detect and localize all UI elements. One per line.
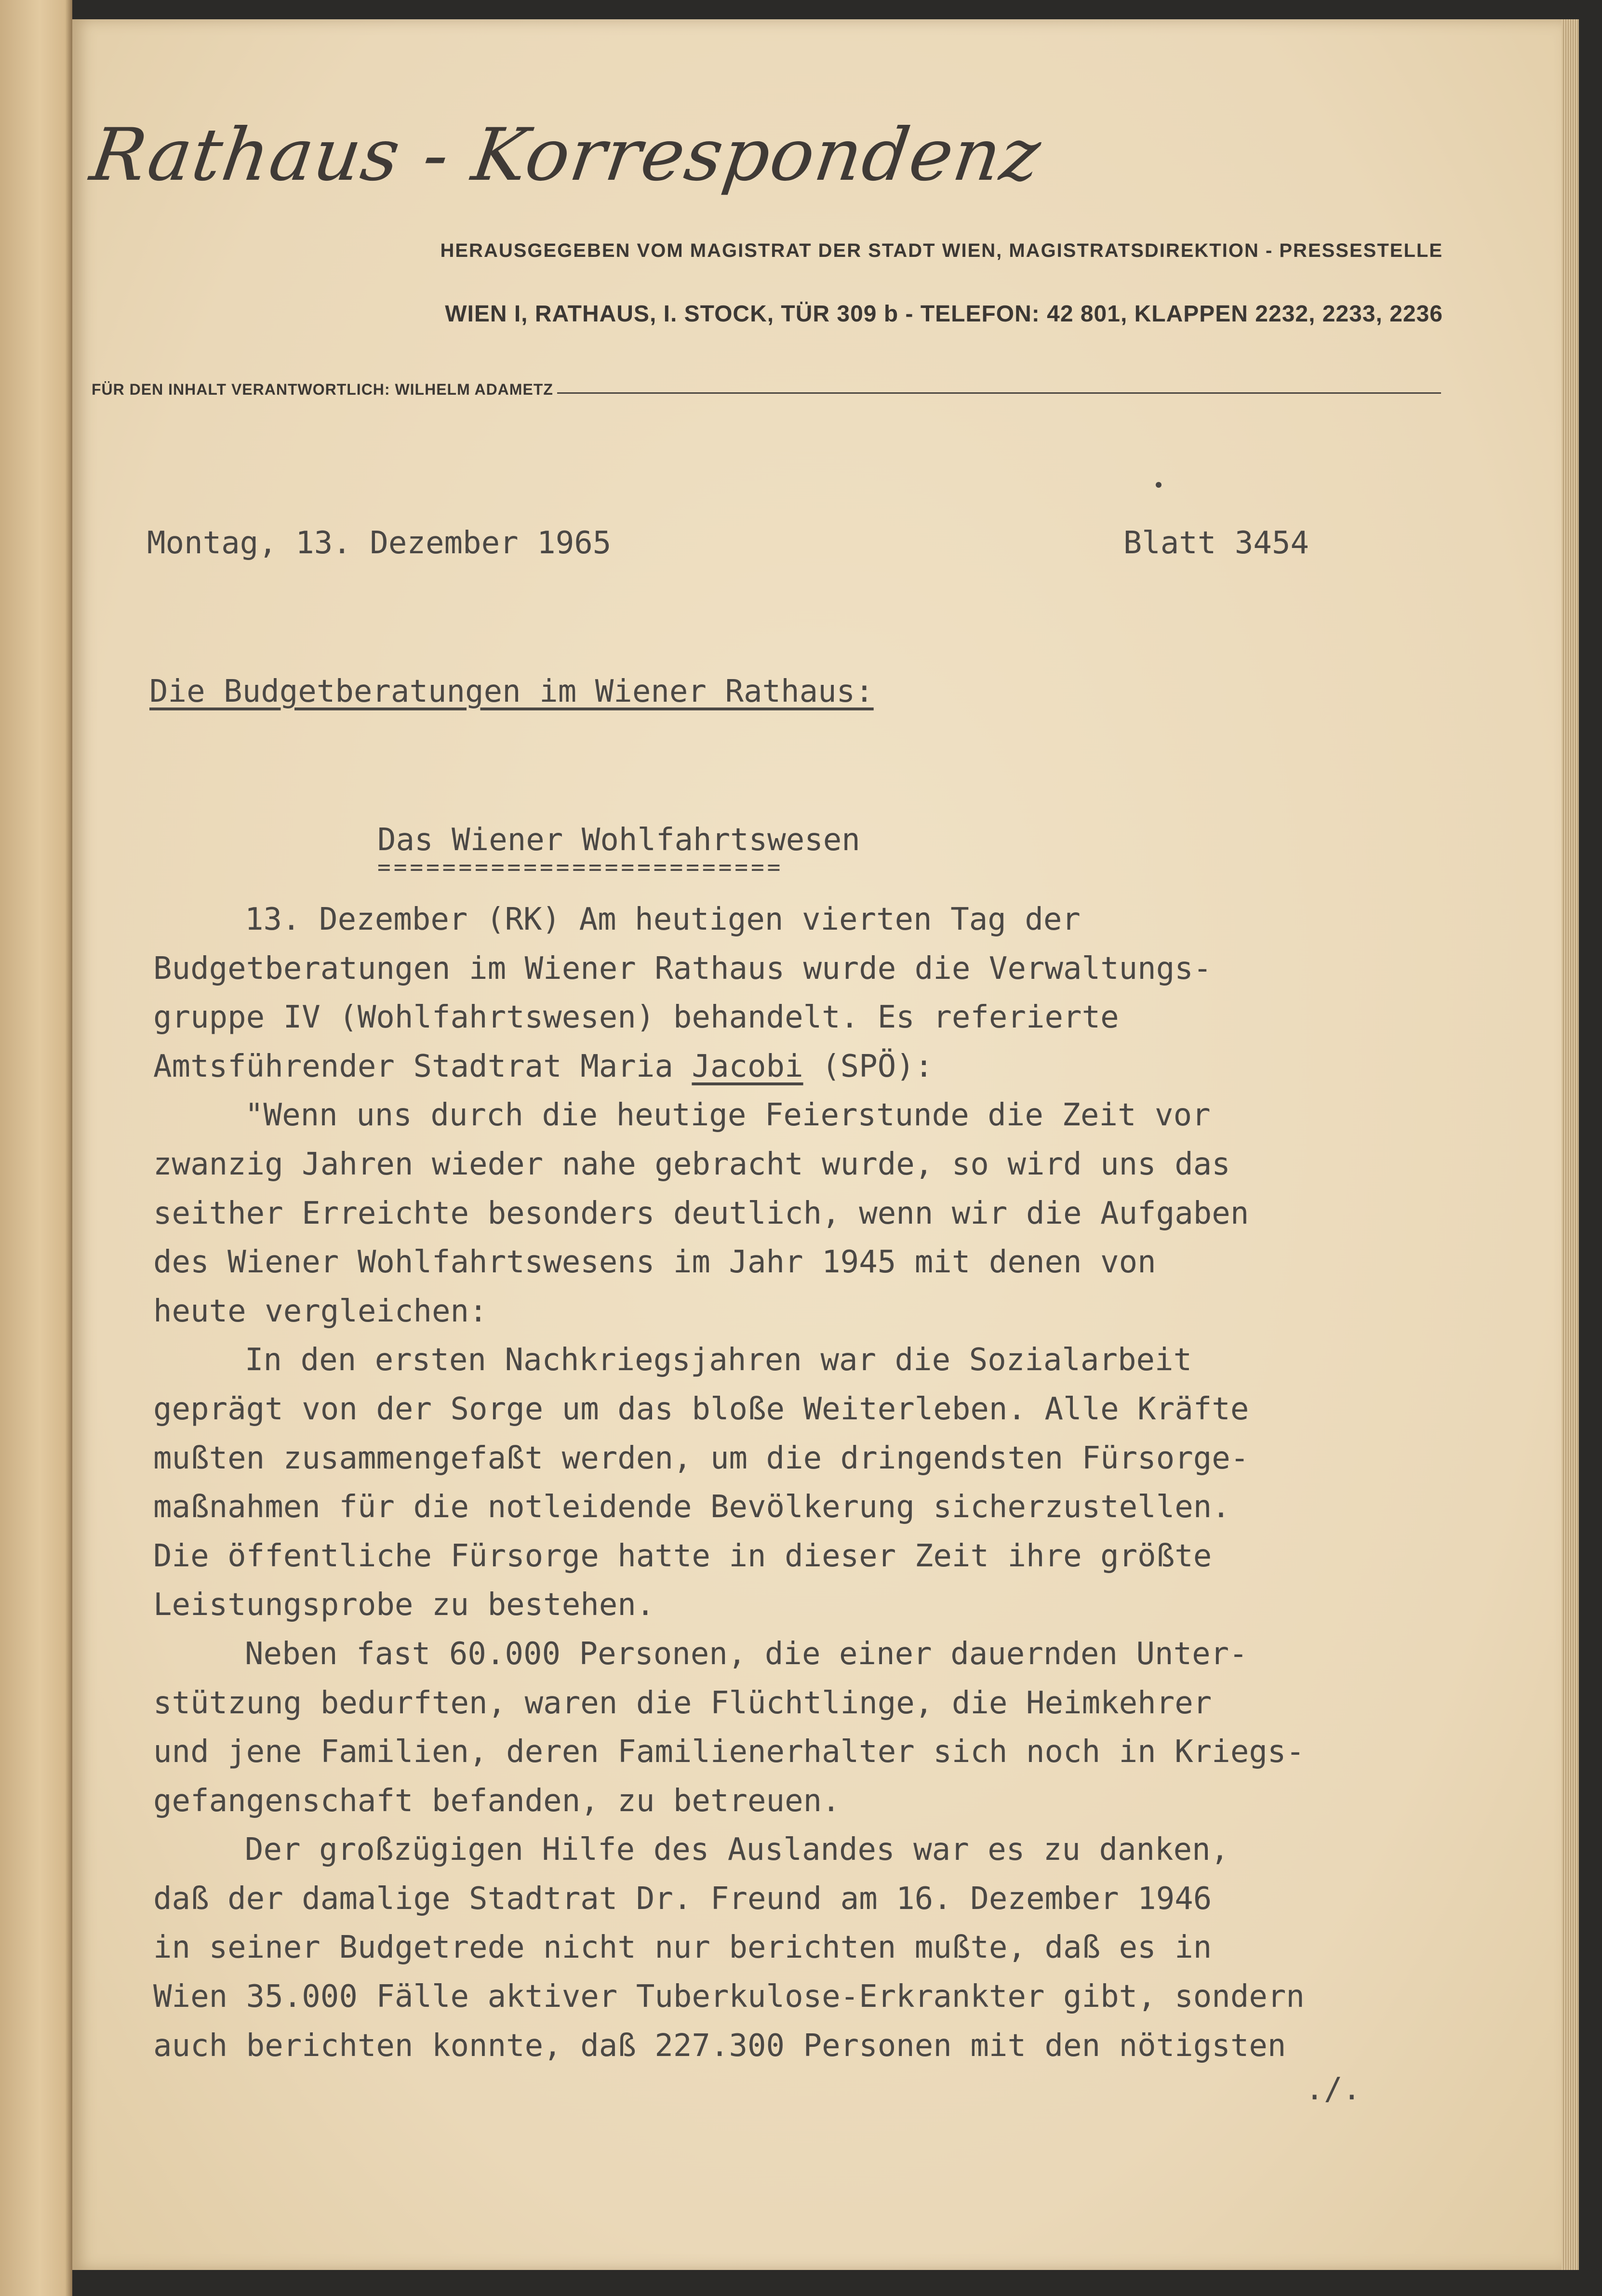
text-line: heute vergleichen: (153, 1293, 488, 1329)
text-line: geprägt von der Sorge um das bloße Weiterleben. Alle Kräfte (153, 1391, 1249, 1427)
topic-heading: Die Budgetberatungen im Wiener Rathaus: (149, 674, 874, 709)
section-title: Das Wiener Wohlfahrtswesen (377, 822, 860, 858)
sheet-number: Blatt 3454 (1123, 525, 1309, 561)
text-line: 13. Dezember (RK) Am heutigen vierten Tag der (245, 902, 1081, 937)
text-line: Leistungsprobe zu bestehen. (153, 1587, 655, 1623)
text-line: zwanzig Jahren wieder nahe gebracht wurde, so wird uns das (153, 1146, 1230, 1182)
text-line: "Wenn uns durch die heutige Feierstunde die Zeit vor (245, 1097, 1211, 1134)
masthead-title: Rathaus - Korrespondenz (85, 113, 1046, 197)
text-line: in seiner Budgetrede nicht nur berichten mußte, daß es in (153, 1930, 1212, 1966)
speaker-name: Jacobi (692, 1048, 803, 1084)
text-line: seither Erreichte besonders deutlich, wenn wir die Aufgaben (153, 1195, 1249, 1231)
ink-dot (1156, 482, 1161, 488)
text-line: gruppe IV (Wohlfahrtswesen) behandelt. Es referierte (153, 1000, 1119, 1036)
text-span: (SPÖ): (803, 1048, 934, 1084)
text-line: und jene Familien, deren Familienerhalter sich noch in Kriegs- (153, 1734, 1305, 1770)
text-line: stützung bedurften, waren die Flüchtlinge, die Heimkehrer (153, 1685, 1212, 1721)
publisher-line: HERAUSGEGEBEN VOM MAGISTRAT DER STADT WIEN, MAGISTRATSDIREKTION - PRESSESTELLE (440, 240, 1443, 261)
continuation-mark: ./. (1305, 2071, 1361, 2107)
text-span: Amtsführender Stadtrat Maria (153, 1048, 692, 1084)
text-line: gefangenschaft befanden, zu betreuen. (153, 1783, 841, 1819)
text-line: maßnahmen für die notleidende Bevölkerung sicherzustellen. (153, 1489, 1230, 1525)
facing-page-edge (0, 0, 72, 2296)
header-rule (557, 392, 1441, 394)
responsible-line (92, 380, 1441, 399)
body-text (153, 895, 1416, 2070)
text-line: Wien 35.000 Fälle aktiver Tuberkulose-Erkrankter gibt, sondern (153, 1979, 1305, 2015)
section-double-underline: ========================= (377, 854, 784, 880)
responsible-text: FÜR DEN INHALT VERANTWORTLICH: WILHELM ADAMETZ (92, 380, 553, 398)
text-line: daß der damalige Stadtrat Dr. Freund am 16. Dezember 1946 (153, 1881, 1212, 1917)
text-line: In den ersten Nachkriegsjahren war die Sozialarbeit (245, 1342, 1192, 1378)
address-line: WIEN I, RATHAUS, I. STOCK, TÜR 309 b - TELEFON: 42 801, KLAPPEN 2232, 2233, 2236 (445, 301, 1443, 327)
page-edges (1562, 19, 1579, 2270)
date-line: Montag, 13. Dezember 1965 (147, 525, 612, 561)
text-line: mußten zusammengefaßt werden, um die dringendsten Fürsorge- (153, 1440, 1249, 1476)
text-line: des Wiener Wohlfahrtswesens im Jahr 1945 mit denen von (153, 1244, 1156, 1281)
text-line: Die öffentliche Fürsorge hatte in dieser Zeit ihre größte (153, 1538, 1212, 1574)
text-line (153, 1042, 1416, 1092)
text-line: auch berichten konnte, daß 227.300 Personen mit den nötigsten (153, 2028, 1286, 2064)
text-line: Der großzügigen Hilfe des Auslandes war es zu danken, (245, 1832, 1229, 1868)
text-line: Budgetberatungen im Wiener Rathaus wurde die Verwaltungs- (153, 950, 1212, 987)
text-line: Neben fast 60.000 Personen, die einer dauernden Unter- (245, 1636, 1248, 1672)
